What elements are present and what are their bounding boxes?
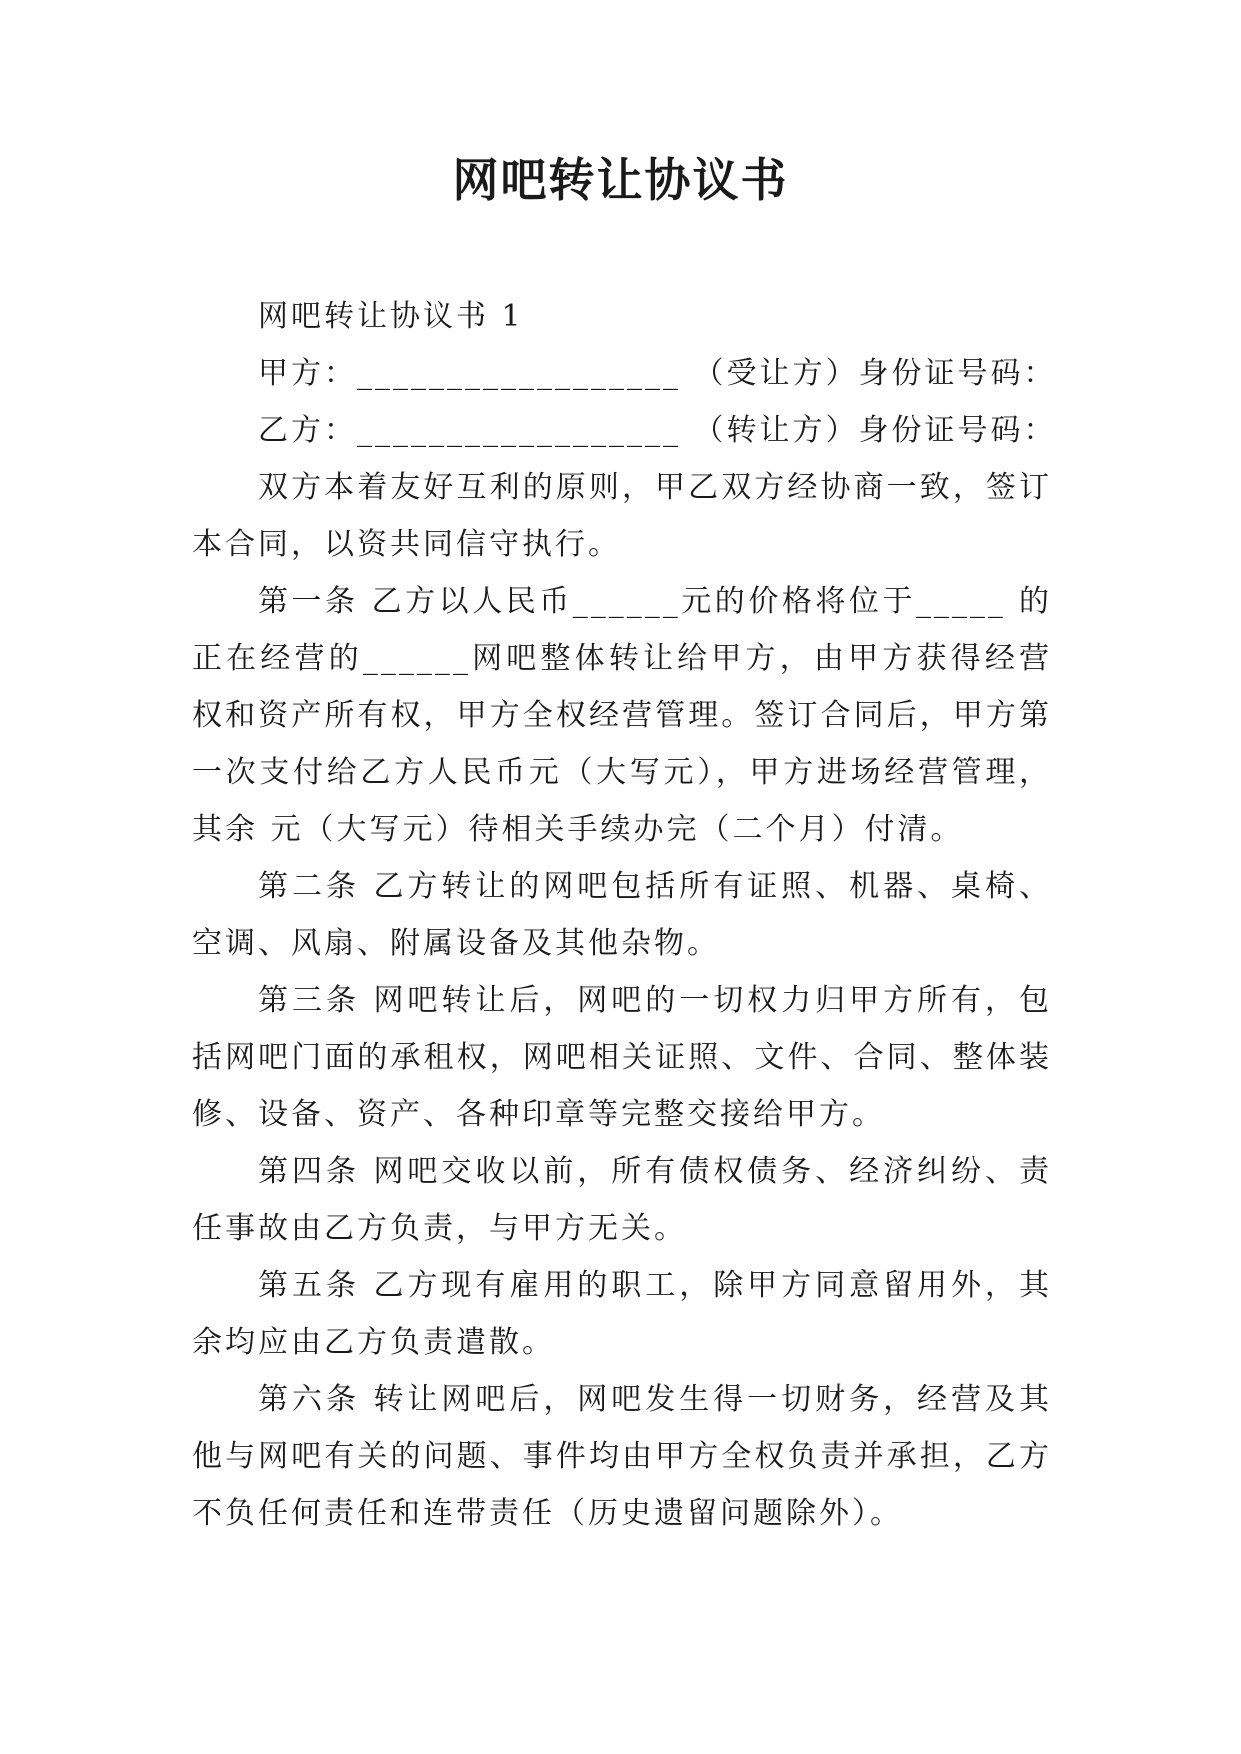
article-2-paragraph: 第二条 乙方转让的网吧包括所有证照、机器、桌椅、空调、风扇、附属设备及其他杂物。	[192, 869, 1052, 961]
preamble-paragraph: 双方本着友好互利的原则，甲乙双方经协商一致，签订本合同，以资共同信守执行。	[192, 470, 1052, 562]
article-5-paragraph: 第五条 乙方现有雇用的职工，除甲方同意留用外，其余均应由乙方负责遣散。	[192, 1268, 1052, 1360]
article-4-paragraph: 第四条 网吧交收以前，所有债权债务、经济纠纷、责任事故由乙方负责，与甲方无关。	[192, 1154, 1052, 1246]
article-6-paragraph: 第六条 转让网吧后，网吧发生得一切财务，经营及其他与网吧有关的问题、事件均由甲方全权负责并承担，乙方不负任何责任和连带责任（历史遗留问题除外）。	[192, 1382, 1052, 1531]
document-title: 网吧转让协议书	[452, 153, 789, 207]
party-b-line: 乙方：__________________ （转让方）身份证号码：	[258, 413, 1057, 448]
article-1-paragraph: 第一条 乙方以人民币______元的价格将位于_____ 的正在经营的______网吧整体转让给甲方，由甲方获得经营权和资产所有权，甲方全权经营管理。签订合同后，甲方第一次支付给乙方人民币元（大写元），甲方进场经营管理，其余 元（大写元）待相关手续办完（二个月）付清。	[192, 584, 1052, 847]
document-subtitle: 网吧转让协议书 1	[258, 299, 524, 334]
article-3-paragraph: 第三条 网吧转让后，网吧的一切权力归甲方所有，包括网吧门面的承租权，网吧相关证照、文件、合同、整体装修、设备、资产、各种印章等完整交接给甲方。	[192, 983, 1052, 1132]
party-a-line: 甲方：__________________ （受让方）身份证号码：	[258, 356, 1057, 391]
document-body	[192, 288, 1057, 1542]
